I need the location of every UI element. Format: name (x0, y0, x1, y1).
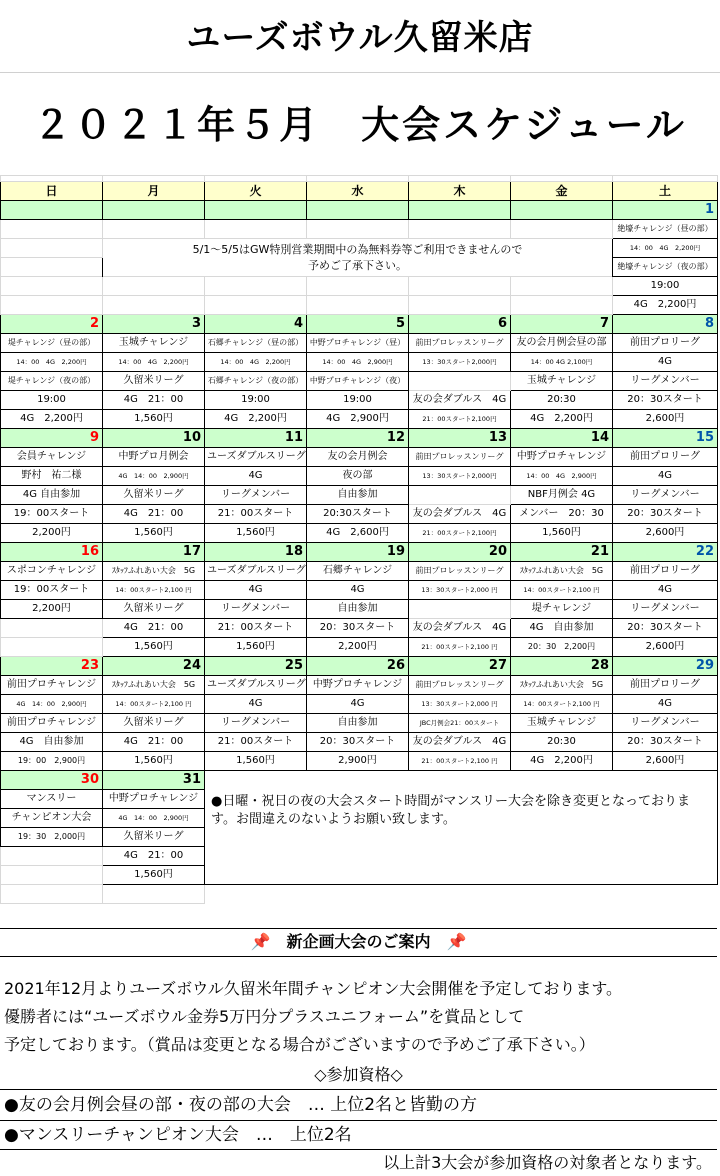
schedule-calendar (0, 175, 718, 904)
event-cell: 21：00スタート2,100 円 (409, 752, 511, 771)
event-cell: 20：30スタート (613, 733, 718, 752)
event-cell: 前田プロリーグ (613, 562, 718, 581)
event-cell: 前田プロチャレンジ (1, 714, 103, 733)
day-number: 6 (409, 315, 511, 334)
event-cell: 中野プロ月例会 (103, 448, 205, 467)
event-cell: 20：30スタート (307, 733, 409, 752)
event-cell: 19：00スタート (1, 581, 103, 600)
event-cell: 21：00スタート2,100円 (409, 410, 511, 429)
event-cell: 1,560円 (205, 524, 307, 543)
event-cell: JBC月例会21：00スタート (409, 714, 511, 733)
event-cell: 13：30スタート2,000 円 (409, 695, 511, 714)
event-cell: 4G (205, 581, 307, 600)
event-cell (409, 372, 511, 391)
holiday-note: ●日曜・祝日の夜の大会スタート時間がマンスリー大会を除き変更となっております。お間違えのないようお願い致します。 (205, 771, 718, 885)
event-cell: スポコンチャレンジ (1, 562, 103, 581)
event-cell: 前田プロリーグ (613, 676, 718, 695)
event-cell: 13：30スタート2,000 円 (409, 581, 511, 600)
empty-cell (103, 296, 205, 315)
event-cell: 絶壕チャレンジ（昼の部） (613, 220, 718, 239)
event-cell: 14：00 4G 2,200円 (1, 353, 103, 372)
empty-cell (511, 220, 613, 239)
weekday-header: 金 (511, 182, 613, 201)
event-cell: 21：00スタート2,100 円 (409, 638, 511, 657)
weekday-header: 木 (409, 182, 511, 201)
event-cell (1, 258, 103, 277)
empty-cell (103, 220, 205, 239)
day-number: 30 (1, 771, 103, 790)
event-cell: 14：00スタート2,100 円 (103, 695, 205, 714)
event-cell: 14：00 4G 2,100円 (511, 353, 613, 372)
event-cell: 14：00スタート2,100 円 (511, 695, 613, 714)
event-cell: 前田プロチャレンジ (1, 676, 103, 695)
event-cell: 1,560円 (103, 410, 205, 429)
event-cell: 久留米リーグ (103, 372, 205, 391)
event-cell: 4G 2,600円 (307, 524, 409, 543)
event-cell: 2,900円 (307, 752, 409, 771)
event-cell: 会員チャレンジ (1, 448, 103, 467)
event-cell: 14：00 4G 2,900円 (307, 353, 409, 372)
event-cell: 堤チャレンジ（昼の部） (1, 334, 103, 353)
event-cell: 4G 2,200円 (205, 410, 307, 429)
event-cell: リーグメンバー (613, 714, 718, 733)
store-name: ユーズボウル久留米店 (0, 0, 720, 73)
event-cell: ｽﾀｯﾌふれあい大会 5G (103, 676, 205, 695)
event-cell: 14：00 4G 2,900円 (511, 467, 613, 486)
day-number: 16 (1, 543, 103, 562)
event-cell: 絶壕チャレンジ（夜の部） (613, 258, 718, 277)
day-number (409, 201, 511, 220)
event-cell: 4G (307, 695, 409, 714)
event-cell: 2,600円 (613, 410, 718, 429)
event-cell: 14：00スタート2,100 円 (103, 581, 205, 600)
day-number: 8 (613, 315, 718, 334)
event-cell: 中野プロチャレンジ (511, 448, 613, 467)
event-cell: メンバー 20：30 (511, 505, 613, 524)
day-number: 10 (103, 429, 205, 448)
empty-cell (307, 220, 409, 239)
qualification-heading: ◇参加資格◇ (314, 1065, 403, 1084)
day-number (511, 201, 613, 220)
event-cell (1, 277, 103, 296)
empty-cell (307, 296, 409, 315)
event-cell (409, 600, 511, 619)
info-heading (0, 929, 717, 955)
day-number: 21 (511, 543, 613, 562)
day-number: 4 (205, 315, 307, 334)
day-number: 25 (205, 657, 307, 676)
weekday-header: 日 (1, 182, 103, 201)
day-number: 31 (103, 771, 205, 790)
event-cell: 中野プロチャレンジ (307, 676, 409, 695)
event-cell: 4G 14：00 2,900円 (1, 695, 103, 714)
event-cell: 石郷チャレンジ（昼の部） (205, 334, 307, 353)
event-cell: 14：00 4G 2,200円 (103, 353, 205, 372)
day-number: 24 (103, 657, 205, 676)
event-cell: 4G 21：00 (103, 847, 205, 866)
event-cell: 久留米リーグ (103, 600, 205, 619)
empty-cell (205, 220, 307, 239)
event-cell: 19：30 2,000円 (1, 828, 103, 847)
event-cell: 自由参加 (307, 486, 409, 505)
event-cell: 20：30スタート (613, 619, 718, 638)
day-number: 28 (511, 657, 613, 676)
event-cell: 21：00スタート (205, 619, 307, 638)
event-cell: 友の会ダブルス 4G (409, 733, 511, 752)
weekday-header: 月 (103, 182, 205, 201)
event-cell: 14：00スタート2,100 円 (511, 581, 613, 600)
event-cell: 1,560円 (103, 866, 205, 885)
event-cell: 4G 2,200円 (511, 752, 613, 771)
event-cell: 前田プロレッスンリーグ (409, 562, 511, 581)
event-cell: 友の会ダブルス 4G (409, 391, 511, 410)
event-cell: リーグメンバー (613, 486, 718, 505)
event-cell: 20：30スタート (613, 505, 718, 524)
event-cell: 4G 21：00 (103, 619, 205, 638)
day-number: 23 (1, 657, 103, 676)
event-cell: 19：00スタート (1, 505, 103, 524)
event-cell: 4G 2,900円 (307, 410, 409, 429)
day-number: 9 (1, 429, 103, 448)
day-number: 11 (205, 429, 307, 448)
event-cell: ユーズダブルスリーグ (205, 562, 307, 581)
day-number (307, 201, 409, 220)
event-cell: 19:00 (1, 391, 103, 410)
event-cell: 13：30スタート2,000円 (409, 467, 511, 486)
event-cell: 4G 自由参加 (511, 619, 613, 638)
event-cell: リーグメンバー (613, 600, 718, 619)
event-cell: マンスリー (1, 790, 103, 809)
day-number: 1 (613, 201, 718, 220)
day-number: 26 (307, 657, 409, 676)
weekday-header: 土 (613, 182, 718, 201)
weekday-header: 火 (205, 182, 307, 201)
info-line-2: 優勝者には“ユーズボウル金券5万円分プラスユニフォーム”を賞品として (4, 1007, 525, 1026)
day-number: 13 (409, 429, 511, 448)
event-cell: リーグメンバー (613, 372, 718, 391)
event-cell: 前田プロレッスンリーグ (409, 334, 511, 353)
event-cell: ｽﾀｯﾌふれあい大会 5G (103, 562, 205, 581)
info-line-3: 予定しております。（賞品は変更となる場合がございますので予めご了承下さい。） (4, 1035, 595, 1054)
event-cell: ユーズダブルスリーグ (205, 448, 307, 467)
event-cell: 前田プロリーグ (613, 334, 718, 353)
event-cell: チャンピオン大会 (1, 809, 103, 828)
event-cell: 20:30 (511, 391, 613, 410)
event-cell: 13：30スタート2,000円 (409, 353, 511, 372)
event-cell: 21：00スタート2,100円 (409, 524, 511, 543)
event-cell: 4G 2,200円 (613, 296, 718, 315)
event-cell: 堤チャレンジ (511, 600, 613, 619)
event-cell: 2,600円 (613, 524, 718, 543)
event-cell: 4G (613, 581, 718, 600)
event-cell: 4G 21：00 (103, 391, 205, 410)
event-cell: 2,600円 (613, 638, 718, 657)
day-number: 2 (1, 315, 103, 334)
empty-cell (103, 885, 205, 904)
day-number: 15 (613, 429, 718, 448)
event-cell (409, 486, 511, 505)
info-line-1: 2021年12月よりユーズボウル久留米年間チャンピオン大会開催を予定しております。 (4, 979, 623, 998)
event-cell: 玉城チャレンジ (511, 372, 613, 391)
event-cell: ｽﾀｯﾌふれあい大会 5G (511, 562, 613, 581)
weekday-header: 水 (307, 182, 409, 201)
day-number: 22 (613, 543, 718, 562)
event-cell: 1,560円 (205, 752, 307, 771)
event-cell: 前田プロレッスンリーグ (409, 676, 511, 695)
qualification-1: ●友の会月例会昼の部・夜の部の大会 … 上位2名と皆勤の方 (4, 1095, 478, 1115)
day-number: 17 (103, 543, 205, 562)
event-cell: 21：00スタート (205, 505, 307, 524)
event-cell: 4G 2,200円 (511, 410, 613, 429)
event-cell: 19:00 (205, 391, 307, 410)
day-number: 19 (307, 543, 409, 562)
day-number: 7 (511, 315, 613, 334)
event-cell: ユーズダブルスリーグ (205, 676, 307, 695)
pushpin-icon: 📌 (250, 932, 271, 951)
event-cell (1, 619, 103, 638)
event-cell: 4G 14：00 2,900円 (103, 809, 205, 828)
event-cell: 中野プロチャレンジ（昼） (307, 334, 409, 353)
event-cell: 19:00 (613, 277, 718, 296)
event-cell: リーグメンバー (205, 486, 307, 505)
empty-cell (409, 220, 511, 239)
event-cell: 1,560円 (511, 524, 613, 543)
event-cell (1, 638, 103, 657)
event-cell (1, 866, 103, 885)
event-cell: 1,560円 (103, 638, 205, 657)
event-cell: リーグメンバー (205, 600, 307, 619)
event-cell: 4G (307, 581, 409, 600)
info-heading-text: 新企画大会のご案内 (286, 932, 431, 951)
event-cell: 14：00 4G 2,200円 (613, 239, 718, 258)
gw-note-line-1: 5/1～5/5はGW特別営業期間中の為無料券等ご利用できませんので (192, 242, 523, 256)
event-cell: 19:00 (307, 391, 409, 410)
event-cell: 堤チャレンジ（夜の部） (1, 372, 103, 391)
empty-cell (103, 277, 205, 296)
event-cell: 4G (205, 467, 307, 486)
empty-cell (409, 277, 511, 296)
event-cell: 4G 自由参加 (1, 486, 103, 505)
event-cell (1, 220, 103, 239)
qualification-2: ●マンスリーチャンピオン大会 … 上位2名 (4, 1125, 352, 1145)
event-cell: 中野プロチャレンジ (103, 790, 205, 809)
event-cell (1, 847, 103, 866)
event-cell: 玉城チャレンジ (103, 334, 205, 353)
event-cell: 14：00 4G 2,200円 (205, 353, 307, 372)
event-cell: 4G 14：00 2,900円 (103, 467, 205, 486)
event-cell: 1,560円 (103, 524, 205, 543)
event-cell: 20：30スタート (613, 391, 718, 410)
event-cell: 20：30スタート (307, 619, 409, 638)
event-cell (1, 239, 103, 258)
event-cell: 前田プロレッスンリーグ (409, 448, 511, 467)
event-cell: 2,200円 (1, 600, 103, 619)
event-cell: 自由参加 (307, 714, 409, 733)
empty-cell (409, 296, 511, 315)
event-cell: 友の会ダブルス 4G (409, 619, 511, 638)
event-cell: 4G 自由参加 (1, 733, 103, 752)
day-number: 14 (511, 429, 613, 448)
event-cell: 20:30 (511, 733, 613, 752)
event-cell: 久留米リーグ (103, 486, 205, 505)
event-cell: 久留米リーグ (103, 828, 205, 847)
empty-cell (205, 296, 307, 315)
day-number: 5 (307, 315, 409, 334)
empty-cell (307, 277, 409, 296)
day-number: 18 (205, 543, 307, 562)
event-cell: 野村 祐二様 (1, 467, 103, 486)
event-cell: 中野プロチャレンジ（夜） (307, 372, 409, 391)
day-number (205, 201, 307, 220)
event-cell: 4G 21：00 (103, 505, 205, 524)
day-number: 27 (409, 657, 511, 676)
day-number (1, 201, 103, 220)
empty-cell (205, 277, 307, 296)
event-cell: 4G (205, 695, 307, 714)
day-number: 3 (103, 315, 205, 334)
event-cell: 2,600円 (613, 752, 718, 771)
event-cell: 4G 21：00 (103, 733, 205, 752)
day-number (103, 201, 205, 220)
event-cell: 20：30 2,200円 (511, 638, 613, 657)
empty-cell (511, 296, 613, 315)
event-cell: 友の会ダブルス 4G (409, 505, 511, 524)
event-cell: 夜の部 (307, 467, 409, 486)
event-cell: 2,200円 (1, 524, 103, 543)
event-cell: 19：00 2,900円 (1, 752, 103, 771)
event-cell: 20:30スタート (307, 505, 409, 524)
event-cell: 石郷チャレンジ (307, 562, 409, 581)
day-number: 12 (307, 429, 409, 448)
schedule-title: ２０２１年５月 大会スケジュール (33, 103, 687, 147)
gw-note-line-2: 予めご了承下さい。 (308, 258, 407, 272)
event-cell: 友の会月例会 (307, 448, 409, 467)
gw-note (103, 239, 613, 277)
event-cell (1, 296, 103, 315)
day-number: 20 (409, 543, 511, 562)
event-cell: 21：00スタート (205, 733, 307, 752)
event-cell: 石郷チャレンジ（夜の部） (205, 372, 307, 391)
event-cell: 2,200円 (307, 638, 409, 657)
event-cell: 1,560円 (103, 752, 205, 771)
event-cell: 前田プロリーグ (613, 448, 718, 467)
event-cell: 友の会月例会昼の部 (511, 334, 613, 353)
event-cell: 4G (613, 695, 718, 714)
empty-cell (1, 885, 103, 904)
event-cell: 久留米リーグ (103, 714, 205, 733)
event-cell: 1,560円 (205, 638, 307, 657)
event-cell: 4G (613, 467, 718, 486)
empty-cell (511, 277, 613, 296)
event-cell: 自由参加 (307, 600, 409, 619)
day-number: 29 (613, 657, 718, 676)
event-cell: 4G (613, 353, 718, 372)
event-cell: 4G 2,200円 (1, 410, 103, 429)
event-cell: リーグメンバー (205, 714, 307, 733)
event-cell: ｽﾀｯﾌふれあい大会 5G (511, 676, 613, 695)
event-cell: NBF月例会 4G (511, 486, 613, 505)
pushpin-icon: 📌 (446, 932, 467, 951)
footer-note: 以上計3大会が参加資格の対象者となります。 (383, 1153, 712, 1172)
event-cell: 玉城チャレンジ (511, 714, 613, 733)
